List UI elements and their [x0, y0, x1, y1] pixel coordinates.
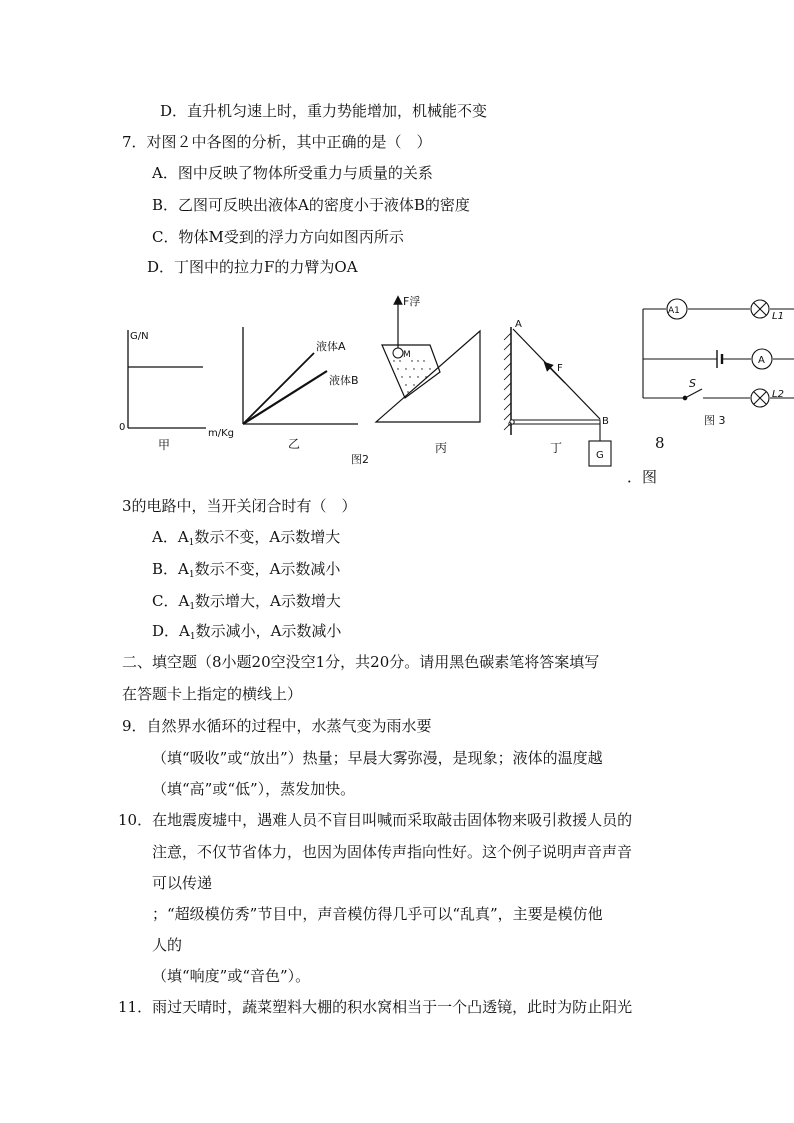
ammeter-a1-label: A1 — [668, 306, 680, 316]
section-2-heading-cont: 在答题卡上指定的横线上） — [122, 685, 303, 703]
lamp-l1-label: L1 — [772, 311, 784, 322]
ding-wall-hatch — [504, 333, 511, 430]
q8-option-c: C．$A_1$数示增大，A示数增大 — [152, 592, 341, 612]
ding-label-b: B — [602, 416, 609, 427]
figure-3-caption: 图 3 — [704, 414, 726, 427]
ding-label-o: O — [508, 422, 512, 428]
jia-caption: 甲 — [158, 438, 171, 452]
figure-2 — [110, 295, 784, 475]
q8-option-d: D．$A_1$数示减小，A示数减小 — [152, 622, 342, 642]
q10-line-6: （填“响度”或“音色”）。 — [152, 967, 311, 985]
q8-option-b: B．$A_1$数示不变，A示数减小 — [152, 560, 341, 580]
ding-label-f: F — [557, 363, 563, 374]
q8-option-a: A．$A_1$数示不变，A示数增大 — [152, 528, 341, 548]
yi-line-a — [243, 353, 314, 424]
q8-stem: 3的电路中，当开关闭合时有（ ） — [122, 497, 357, 515]
jia-xlabel: m/Kg — [208, 428, 235, 439]
ding-caption: 丁 — [550, 441, 563, 455]
q7-option-b: B．乙图可反映出液体A的密度小于液体B的密度 — [152, 196, 470, 214]
switch-s — [685, 389, 702, 398]
q10-line-3: 可以传递 — [152, 874, 213, 892]
q7-option-a: A．图中反映了物体所受重力与质量的关系 — [152, 164, 433, 182]
jia-origin: 0 — [119, 422, 126, 433]
q7-option-d: D．丁图中的拉力F的力臂为OA — [147, 258, 358, 276]
ding-label-a: A — [515, 319, 522, 330]
bing-object-m — [393, 348, 403, 358]
q11-line-1: 11．雨过天晴时，蔬菜塑料大棚的积水窝相当于一个凸透镜，此时为防止阳光 — [118, 998, 633, 1016]
q7-option-c: C．物体M受到的浮力方向如图丙所示 — [152, 228, 404, 246]
yi-label-b: 液体B — [329, 374, 359, 387]
q7-stem: 7．对图２中各图的分析，其中正确的是（ ） — [122, 133, 432, 151]
ding-label-g: G — [596, 450, 604, 461]
section-2-heading: 二、填空题（8小题20空没空1分，共20分。请用黑色碳素笔将答案填写 — [122, 653, 600, 671]
q10-line-5: 人的 — [152, 936, 183, 954]
bing-object-label: M — [403, 350, 411, 360]
q6-option-d: D．直升机匀速上时，重力势能增加，机械能不变 — [160, 102, 488, 120]
graph-yi — [243, 327, 359, 451]
ding-rod — [511, 420, 600, 424]
bing-container — [382, 345, 440, 398]
diagram-ding — [504, 319, 611, 466]
q9-line-1: 9．自然界水循环的过程中，水蒸气变为雨水要 — [122, 717, 432, 735]
ammeter-a-label: A — [758, 355, 765, 366]
yi-line-b — [243, 371, 327, 424]
bing-caption: 丙 — [435, 441, 448, 455]
q10-line-4: ；“超级模仿秀”节目中，声音模仿得几乎可以“乱真”，主要是模仿他 — [152, 905, 603, 923]
q9-line-2: （填“吸收”或“放出”）热量；早晨大雾弥漫，是现象；液体的温度越 — [152, 749, 603, 767]
switch-label: S — [689, 377, 696, 390]
lamp-l2-label: L2 — [772, 389, 784, 400]
bing-force-label: F浮 — [403, 295, 421, 308]
figure-2-caption: 图2 — [351, 453, 369, 466]
q10-line-2: 注意，不仅节省体力，也因为固体传声指向性好。这个例子说明声音声音 — [152, 843, 633, 861]
q8-number: 8 — [655, 434, 665, 452]
bing-water-dots — [393, 360, 430, 392]
q9-line-3: （填“高”或“低”），蒸发加快。 — [152, 780, 356, 798]
jia-ylabel: G/N — [130, 331, 149, 342]
diagram-bing — [376, 295, 480, 455]
graph-jia — [119, 330, 234, 452]
yi-label-a: 液体A — [316, 340, 346, 353]
q10-line-1: 10．在地震废墟中，遇难人员不盲目叫喊而采取敲击固体物来吸引救援人员的 — [118, 811, 633, 829]
yi-caption: 乙 — [288, 437, 301, 451]
q8-tu: ．图 — [627, 468, 658, 486]
